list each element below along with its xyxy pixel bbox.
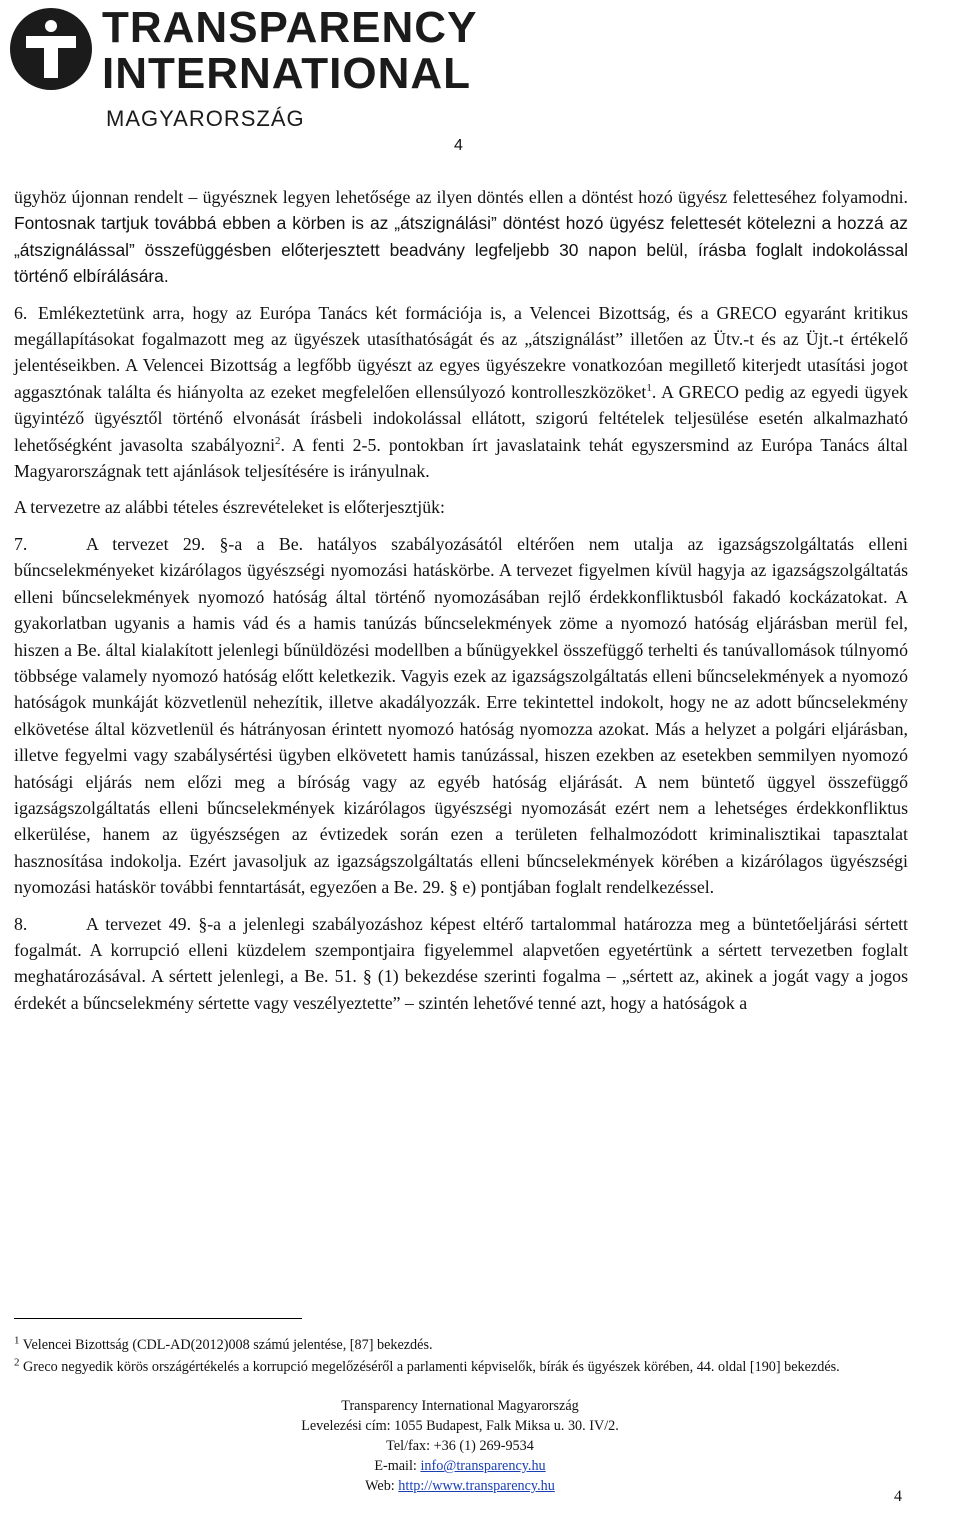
paragraph-intro: A tervezetre az alábbi tételes észrevételeket is előterjesztjük: [14, 497, 445, 518]
paragraph-8 [14, 911, 908, 1017]
paragraph-continuation [14, 184, 908, 290]
transparency-logo [8, 3, 478, 136]
paragraph-text: . A fenti 2-5. pontokban írt javaslataink tehát egyszersmind az Európa Tanács által Magyarországnak tett ajánlások teljesítésére is irányulnak. [14, 434, 908, 482]
footnote-2 [14, 1358, 904, 1376]
page-footer [0, 1396, 920, 1496]
footer-web-label: Web: [365, 1478, 399, 1494]
paragraph-text: . A GRECO pedig az egyedi ügyek ügyintéző ügyésztől történő elvonását írásbeli indokolással ellátott, szigorú feltételek teljesülése esetén alkalmazható lehetőségként javasolta szabályozni [14, 381, 908, 455]
paragraph-text: A tervezet 29. §-a a Be. hatályos szabályozásától eltérően nem utalja az igazságszolgáltatás elleni bűncselekményeket kizárólagos ügyészségi nyomozási hatáskörbe. A tervezet figyelmen kívül hagyja az igazságszolgáltatás elleni bűncselekmények nyomozó hatóság által történő nyomozásában rejlő érdekkonfliktusból fakadó kockázatokat. A gyakorlatban ugyanis a hamis vád és a hamis tanúzás bűncselekmények zöme a nyomozó hatóság eljárásban merül fel, hiszen a Be. által kialakított jelenlegi bűnüldözési modellben a bűnügyekkel összefüggő terhelti és tanúvallomások túlnyomó többsége valamely nyomozó hatóság előtt keletkezik. Vagyis ezek az igazságszolgáltatás elleni bűncselekmények a nyomozó hatóságok munkáját közvetlenül nehezítik, illetve akadályozzák. Erre tekintettel indokolt, hogy ne az adott bűncselekmény elkövetése által közvetlenül és hátrányosan érintett nyomozó hatóság nyomozza azokat. Más a helyzet a polgári eljárásban, illetve fegyelmi vagy szabálysértési ügyben elkövetett hamis tanúzással, hiszen ezekben az esetekben semmilyen nyomozó hatósági eljárás nem előzi meg a bíróság vagy az egyéb hatóság eljárását. A nem büntető üggyel összefüggő igazságszolgáltatás elleni bűncselekmények kizárólagos ügyészségi nyomozását ezért nem a lehetséges érdekkonfliktus elkerülése, hanem az ügyészségen az évtizedek során ezen a területen felhalmozódott kriminalisztikai tapasztalat hasznosítása indokolja. Ezért javasoljuk az igazságszolgáltatás elleni bűncselekmények körében a kizárólagos ügyészségi nyomozási hatáskör további fenntartását, egyezően a Be. 29. § e) pontjában foglalt rendelkezéssel. [14, 533, 908, 898]
footnote-number: 1 [14, 1334, 20, 1347]
document-body [14, 184, 908, 1026]
logo-text-line1: TRANSPARENCY [102, 3, 478, 52]
footnote-ref-2[interactable]: 2 [275, 434, 281, 447]
paragraph-text: A tervezet 49. §-a a jelenlegi szabályozáshoz képest eltérő tartalommal határozza meg a büntetőeljárási sértett fogalmát. A korrupció elleni küzdelem szempontjaira figyelemmel alapvetően egyetértünk a sértett tervezetben foglalt meghatározásával. A sértett jelenlegi, a Be. 51. § (1) bekezdése szerinti fogalma – „sértett az, akinek a jogát vagy a jogos érdekét a bűncselekmény sértette vagy veszélyeztette” – szintén lehetővé tenné azt, hogy a hatóságok a [14, 913, 908, 1013]
footer-phone: Tel/fax: +36 (1) 269-9534 [386, 1438, 534, 1454]
paragraph-7 [14, 531, 908, 901]
paragraph-6 [14, 300, 908, 485]
footer-email-label: E-mail: [374, 1458, 421, 1474]
footnote-number: 2 [14, 1356, 20, 1369]
page-number-bottom: 4 [894, 1488, 902, 1505]
paragraph-number: 6. [14, 302, 28, 323]
footnote-1 [14, 1336, 904, 1354]
paragraph-text: Emlékeztetünk arra, hogy az Európa Tanács két formációja is, a Velencei Bizottság, és a GRECO egyaránt kritikus megállapításokat fogalmazott meg az ügyészek utasíthatóságát és az „átszignálást” illetően az Ütv.-t és az Üjt.-t értékelő jelentéseikben. A Velencei Bizottság a legfőbb ügyészt az egyes ügyészekre vonatkozóan megillető kiterjedt utasítási jogot aggasztónak találta és hiányolta az ezeket megfelelően ellensúlyozó kontrolleszközöket [14, 302, 908, 402]
logo-text-line2: INTERNATIONAL [102, 49, 472, 98]
footer-email-link[interactable]: info@transparency.hu [420, 1458, 546, 1474]
footer-web-line [0, 1476, 920, 1496]
footnote-ref-1[interactable]: 1 [646, 381, 652, 394]
footnotes [14, 1336, 904, 1380]
footnote-separator [14, 1318, 302, 1319]
footnote-text: Greco negyedik körös országértékelés a korrupció megelőzéséről a parlamenti képviselők, bírák és ügyészek körében, 44. oldal [190] bekezdés. [19, 1359, 840, 1375]
footer-address: Levelezési cím: 1055 Budapest, Falk Miksa u. 30. IV/2. [301, 1418, 619, 1434]
paragraph-number: 8. [14, 913, 28, 934]
page-number-top: 4 [454, 137, 463, 154]
footer-org: Transparency International Magyarország [341, 1398, 579, 1414]
continuation-text-serif: ügyhöz újonnan rendelt – ügyésznek legyen lehetősége az ilyen döntés ellen a döntést hozó ügyész feletteséhez folyamodni. [14, 187, 908, 207]
continuation-text-sans: Fontosnak tartjuk továbbá ebben a körben is az „átszignálási” döntést hozó ügyész felettesét kötelezni a hozzá az „átszignálással” összefüggésben előterjesztett beadvány legfeljebb 30 napon belül, írásba foglalt indokolással történő elbírálására. [14, 213, 908, 287]
paragraph-number: 7. [14, 533, 28, 554]
footer-email-line [0, 1456, 920, 1476]
footer-web-link[interactable]: http://www.transparency.hu [398, 1478, 555, 1494]
logo-mark-icon [8, 6, 94, 92]
footnote-text: Velencei Bizottság (CDL-AD(2012)008 számú jelentése, [87] bekezdés. [19, 1337, 433, 1353]
logo-subtitle: MAGYARORSZÁG [106, 106, 305, 131]
